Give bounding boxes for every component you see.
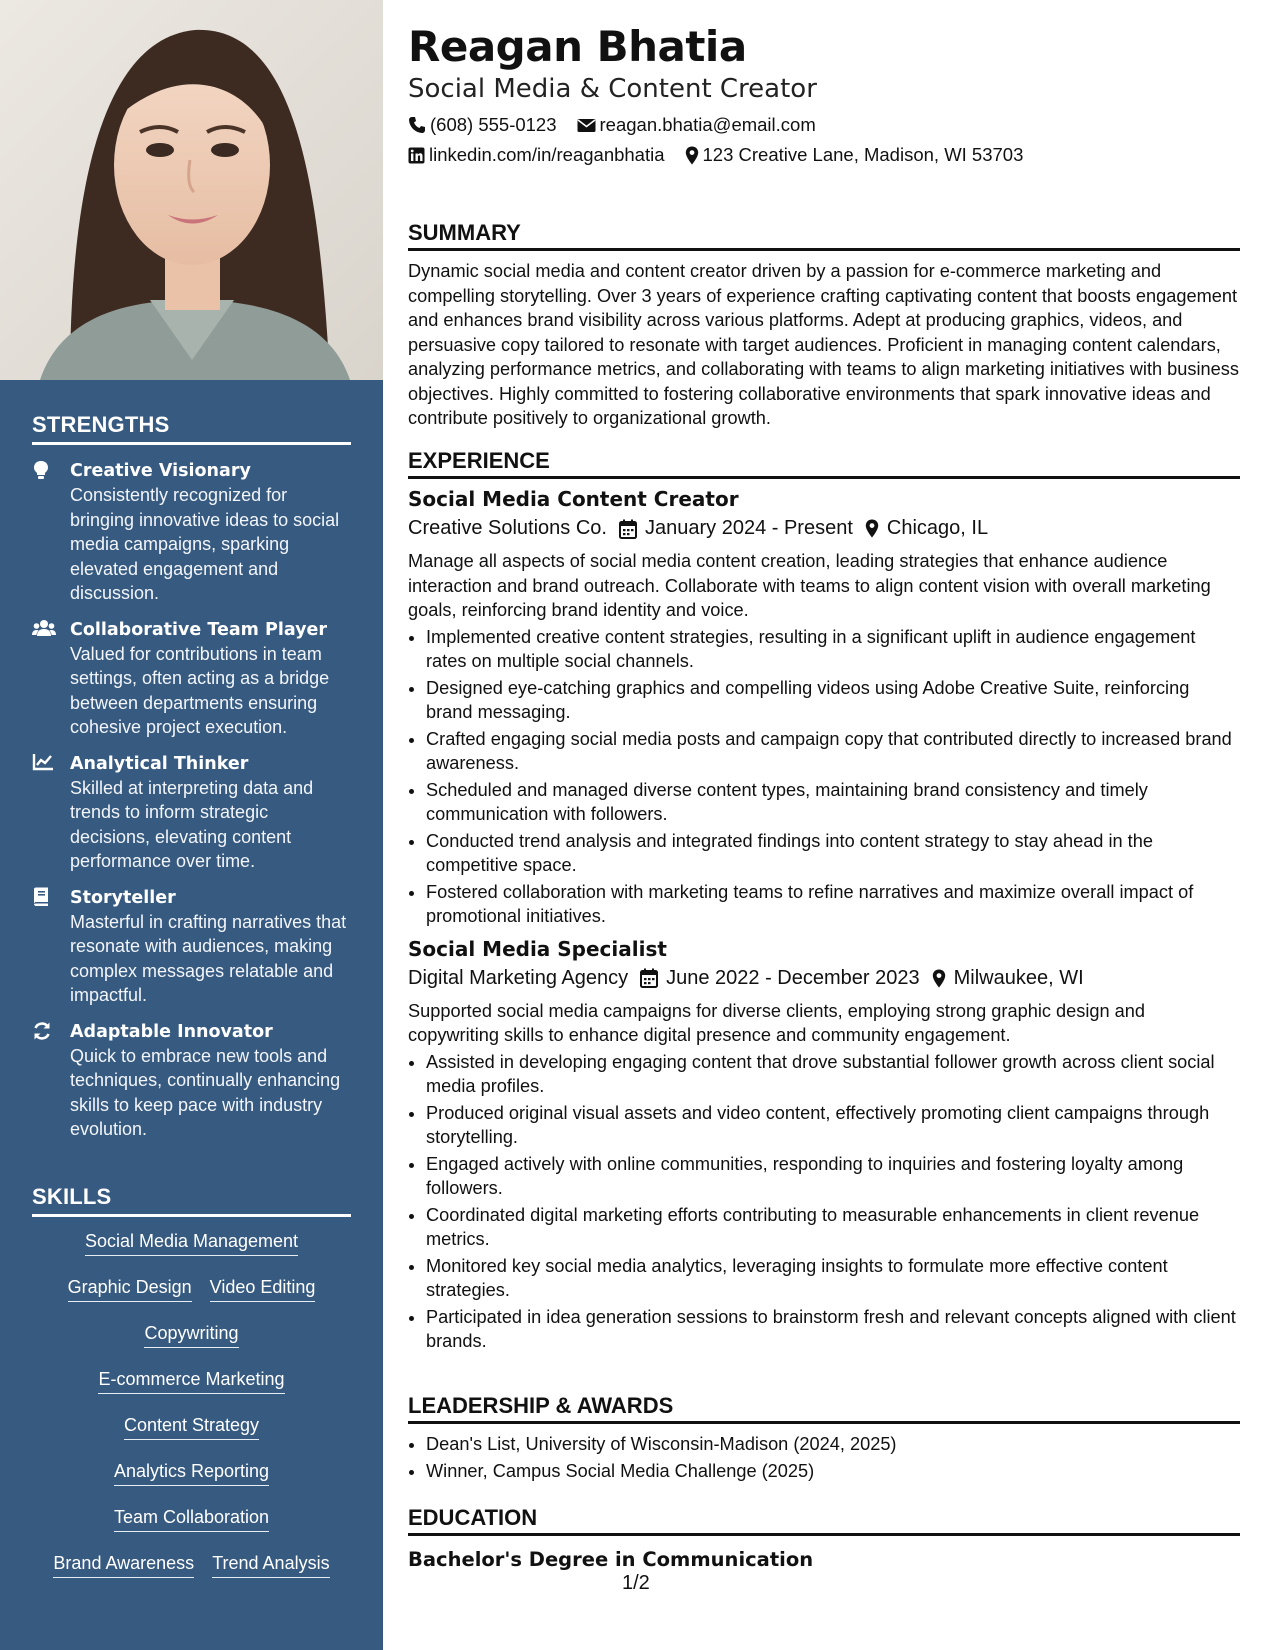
job-bullet: • Produced original visual assets and video content, effectively promoting client campaigns through storytelling. bbox=[426, 1101, 1240, 1150]
job-bullet: • Engaged actively with online communities, responding to inquiries and fostering loyalty among followers. bbox=[426, 1152, 1240, 1201]
phone-text: (608) 555-0123 bbox=[430, 114, 557, 135]
strength-item bbox=[32, 886, 351, 1008]
strength-desc: Valued for contributions in team settings, often acting as a bridge between departments ensuring cohesive project execution. bbox=[70, 643, 330, 737]
map-pin-icon bbox=[932, 969, 946, 988]
linkedin-text[interactable]: linkedin.com/in/reaganbhatia bbox=[429, 144, 665, 165]
profile-photo bbox=[0, 0, 383, 380]
skills-heading: SKILLS bbox=[32, 1184, 351, 1217]
lightbulb-icon bbox=[32, 460, 54, 480]
contact-row-1 bbox=[408, 114, 836, 136]
summary-heading: SUMMARY bbox=[408, 220, 1240, 251]
strength-title: Storyteller bbox=[70, 887, 176, 908]
email-text[interactable]: reagan.bhatia@email.com bbox=[599, 114, 816, 135]
experience-section bbox=[408, 448, 1240, 1356]
strengths-heading: STRENGTHS bbox=[32, 412, 351, 445]
job-bullet: • Conducted trend analysis and integrated findings into content strategy to stay ahead in the competitive space. bbox=[426, 829, 1240, 878]
strength-title: Creative Visionary bbox=[70, 461, 251, 481]
linkedin-contact[interactable] bbox=[408, 144, 665, 166]
profile-photo-illustration bbox=[0, 0, 383, 380]
job-location: Chicago, IL bbox=[886, 517, 989, 539]
job-dates: January 2024 - Present bbox=[644, 517, 853, 539]
job-bullet: • Crafted engaging social media posts and campaign copy that contributed directly to increased brand awareness. bbox=[426, 727, 1240, 776]
job-description: Supported social media campaigns for diverse clients, employing strong graphic design and copywriting skills to enhance digital presence and community engagement. bbox=[408, 1000, 1146, 1045]
leadership-heading: LEADERSHIP & AWARDS bbox=[408, 1393, 1240, 1424]
skill-tag: Video Editing bbox=[210, 1275, 316, 1302]
skill-tag: Graphic Design bbox=[68, 1275, 192, 1302]
contact-row-2 bbox=[408, 144, 1043, 166]
experience-heading: EXPERIENCE bbox=[408, 448, 1240, 479]
candidate-role: Social Media & Content Creator bbox=[408, 74, 817, 104]
skill-tag: Trend Analysis bbox=[212, 1551, 329, 1578]
users-icon bbox=[32, 619, 54, 639]
address-contact bbox=[685, 144, 1024, 166]
strengths-section bbox=[32, 412, 351, 1142]
page-number: 1/2 bbox=[622, 1572, 650, 1594]
candidate-name: Reagan Bhatia bbox=[408, 22, 747, 71]
job-bullet: • Scheduled and managed diverse content types, maintaining brand consistency and timely communication with followers. bbox=[426, 778, 1240, 827]
leadership-list bbox=[408, 1432, 1240, 1483]
strength-title: Collaborative Team Player bbox=[70, 619, 328, 640]
book-icon bbox=[32, 887, 54, 907]
calendar-icon bbox=[640, 968, 658, 988]
education-heading: EDUCATION bbox=[408, 1505, 1240, 1536]
skill-tag: Content Strategy bbox=[124, 1413, 259, 1440]
job-bullet: • Participated in idea generation sessions to brainstorm fresh and relevant concepts aligned with client brands. bbox=[426, 1305, 1240, 1354]
strength-desc: Quick to embrace new tools and techniques, continually enhancing skills to keep pace with industry evolution. bbox=[70, 1045, 341, 1139]
summary-section bbox=[408, 220, 1240, 431]
job-bullet: • Assisted in developing engaging content that drove substantial follower growth across client social media profiles. bbox=[426, 1050, 1240, 1099]
job-title: Social Media Specialist bbox=[408, 936, 667, 961]
phone-contact bbox=[408, 114, 557, 136]
skill-tag: Brand Awareness bbox=[53, 1551, 194, 1578]
envelope-icon bbox=[577, 118, 596, 133]
strength-item bbox=[32, 618, 351, 740]
strength-desc: Consistently recognized for bringing innovative ideas to social media campaigns, sparking elevated engagement and discussion. bbox=[70, 485, 340, 603]
address-text: 123 Creative Lane, Madison, WI 53703 bbox=[702, 144, 1024, 165]
award-item: • Dean's List, University of Wisconsin-Madison (2024, 2025) bbox=[426, 1432, 1240, 1457]
education-section bbox=[408, 1505, 1240, 1571]
job-company: Creative Solutions Co. bbox=[408, 517, 607, 539]
job-meta bbox=[408, 967, 1240, 990]
job-bullet: • Implemented creative content strategies, resulting in a significant uplift in audience engagement rates on multiple social channels. bbox=[426, 625, 1240, 674]
skills-list bbox=[32, 1229, 351, 1597]
job-bullets bbox=[408, 1050, 1240, 1354]
job-bullet: • Designed eye-catching graphics and compelling videos using Adobe Creative Suite, reinforcing brand messaging. bbox=[426, 676, 1240, 725]
job-meta bbox=[408, 517, 1240, 540]
job-bullets bbox=[408, 625, 1240, 929]
phone-icon bbox=[408, 116, 426, 134]
leadership-section bbox=[408, 1393, 1240, 1485]
calendar-icon bbox=[619, 519, 637, 539]
strength-item bbox=[32, 459, 351, 606]
strength-title: Adaptable Innovator bbox=[70, 1021, 273, 1042]
job-dates: June 2022 - December 2023 bbox=[666, 966, 920, 989]
sync-icon bbox=[32, 1021, 54, 1041]
job-entry bbox=[408, 937, 1240, 1354]
job-bullet: • Coordinated digital marketing efforts contributing to measurable enhancements in client revenue metrics. bbox=[426, 1203, 1240, 1252]
summary-text: Dynamic social media and content creator driven by a passion for e-commerce marketing and compelling storytelling. Over 3 years of experience crafting captivating content that boosts engagement and enhances brand visibility across various platforms. Adept at producing graphics, videos, and persuasive copy tailored to resonate with target audiences. Proficient in managing content calendars, analyzing performance metrics, and collaborating with teams to align marketing initiatives with business objectives. Highly committed to fostering collaborative environments that spark innovative ideas and contribute positively to organizational growth. bbox=[408, 261, 1239, 428]
map-pin-icon bbox=[865, 519, 879, 538]
skill-tag: Analytics Reporting bbox=[114, 1459, 269, 1486]
strength-item bbox=[32, 1020, 351, 1142]
skill-tag: E-commerce Marketing bbox=[98, 1367, 284, 1394]
job-location: Milwaukee, WI bbox=[953, 966, 1084, 989]
skills-section bbox=[32, 1184, 351, 1597]
education-degree: Bachelor's Degree in Communication bbox=[408, 1548, 814, 1571]
job-company: Digital Marketing Agency bbox=[408, 966, 629, 989]
sidebar bbox=[0, 0, 383, 1650]
strength-desc: Skilled at interpreting data and trends to inform strategic decisions, elevating content performance over time. bbox=[70, 777, 314, 871]
linkedin-icon bbox=[408, 147, 425, 164]
job-bullet: • Monitored key social media analytics, leveraging insights to formulate more effective content strategies. bbox=[426, 1254, 1240, 1303]
job-entry bbox=[408, 487, 1240, 929]
map-pin-icon bbox=[685, 146, 699, 165]
chart-line-icon bbox=[32, 753, 54, 773]
strength-desc: Masterful in crafting narratives that resonate with audiences, making complex messages relatable and impactful. bbox=[70, 911, 347, 1005]
skill-tag: Copywriting bbox=[144, 1321, 238, 1348]
job-bullet: • Fostered collaboration with marketing teams to refine narratives and maximize overall impact of promotional initiatives. bbox=[426, 880, 1240, 929]
skill-tag: Social Media Management bbox=[85, 1229, 298, 1256]
job-title: Social Media Content Creator bbox=[408, 487, 739, 511]
email-contact[interactable] bbox=[577, 114, 816, 136]
strength-title: Analytical Thinker bbox=[70, 753, 249, 774]
strength-item bbox=[32, 752, 351, 874]
job-description: Manage all aspects of social media content creation, leading strategies that enhance audience interaction and brand outreach. Collaborate with teams to align content vision with overall marketing goals, reinforcing brand identity and voice. bbox=[408, 551, 1211, 620]
award-item: • Winner, Campus Social Media Challenge (2025) bbox=[426, 1459, 1240, 1484]
skill-tag: Team Collaboration bbox=[114, 1505, 269, 1532]
